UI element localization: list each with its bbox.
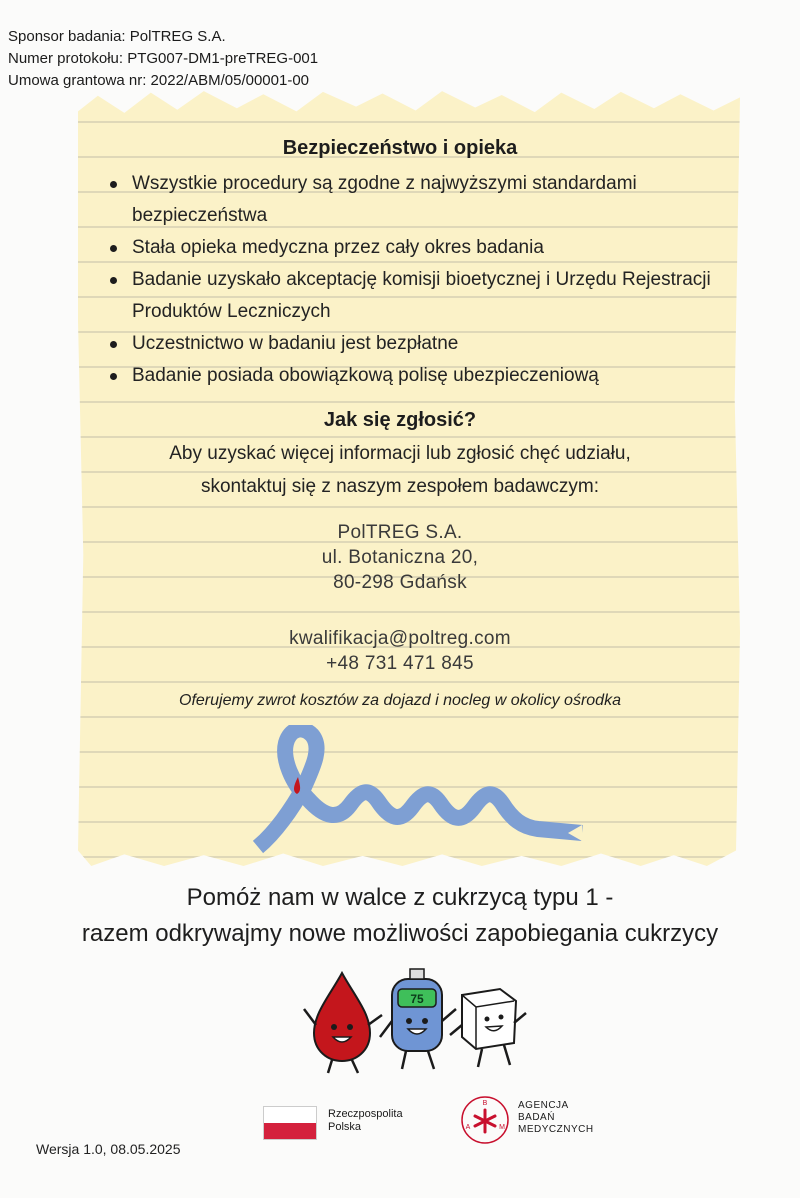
- protocol-line: Numer protokołu: PTG007-DM1-preTREG-001: [8, 50, 319, 67]
- city: 80-298 Gdańsk: [333, 572, 467, 593]
- list-item: Uczestnictwo w badaniu jest bezpłatne: [106, 328, 726, 360]
- abm-letter-b: B: [482, 1100, 488, 1107]
- abm-logo-icon: [460, 1095, 510, 1145]
- abm-letter-m: M: [499, 1124, 505, 1131]
- phone-number[interactable]: +48 731 471 845: [326, 653, 474, 674]
- sponsor-line: Sponsor badania: PolTREG S.A.: [8, 28, 226, 45]
- sugar-cube-mascot-icon: [450, 989, 526, 1067]
- diabetes-ribbon-icon: [250, 725, 590, 860]
- company-name: PolTREG S.A.: [337, 522, 463, 543]
- grant-line: Umowa grantowa nr: 2022/ABM/05/00001-00: [8, 72, 310, 89]
- meter-reading: 75: [410, 992, 424, 1006]
- rp-logo-text: [328, 1108, 403, 1134]
- apply-line-2: skontaktuj się z naszym zespołem badawczym:: [200, 476, 600, 497]
- rp-line-1: Rzeczpospolita: [328, 1108, 403, 1120]
- abm-line-1: AGENCJA: [518, 1100, 569, 1111]
- mascots-illustration: [300, 965, 530, 1075]
- rp-line-2: Polska: [328, 1121, 362, 1133]
- contact-block: [0, 626, 800, 676]
- slogan: [0, 880, 800, 952]
- list-item: Wszystkie procedury są zgodne z najwyższymi standardami bezpieczeństwa: [106, 168, 726, 232]
- version-label: Wersja 1.0, 08.05.2025: [36, 1141, 181, 1157]
- safety-heading: Bezpieczeństwo i opieka: [282, 137, 518, 159]
- list-item: Stała opieka medyczna przez cały okres badania: [106, 232, 726, 264]
- email-link[interactable]: kwalifikacja@poltreg.com: [289, 628, 511, 649]
- glucometer-mascot-icon: [380, 969, 456, 1069]
- apply-heading: Jak się zgłosić?: [323, 409, 477, 431]
- street: ul. Botaniczna 20,: [321, 547, 479, 568]
- refund-note: Oferujemy zwrot kosztów za dojazd i nocleg w okolicy ośrodka: [179, 692, 621, 709]
- address-block: [0, 520, 800, 595]
- abm-letter-a: A: [465, 1124, 471, 1131]
- apply-intro: [0, 437, 800, 503]
- apply-line-1: Aby uzyskać więcej informacji lub zgłosić chęć udziału,: [169, 443, 631, 464]
- slogan-line-1: Pomóż nam w walce z cukrzycą typu 1 -: [186, 884, 614, 911]
- study-header: [8, 26, 318, 92]
- list-item: Badanie posiada obowiązkową polisę ubezpieczeniową: [106, 360, 726, 392]
- slogan-line-2: razem odkrywajmy nowe możliwości zapobiegania cukrzycy: [81, 920, 719, 947]
- blood-drop-mascot-icon: [304, 973, 382, 1073]
- list-item: Badanie uzyskało akceptację komisji bioetycznej i Urzędu Rejestracji Produktów Leczniczych: [106, 264, 726, 328]
- abm-logo-text: [518, 1100, 594, 1136]
- abm-line-3: MEDYCZNYCH: [518, 1124, 594, 1135]
- polish-flag-icon: [263, 1106, 317, 1140]
- safety-list: [106, 168, 726, 392]
- abm-line-2: BADAŃ: [518, 1112, 555, 1123]
